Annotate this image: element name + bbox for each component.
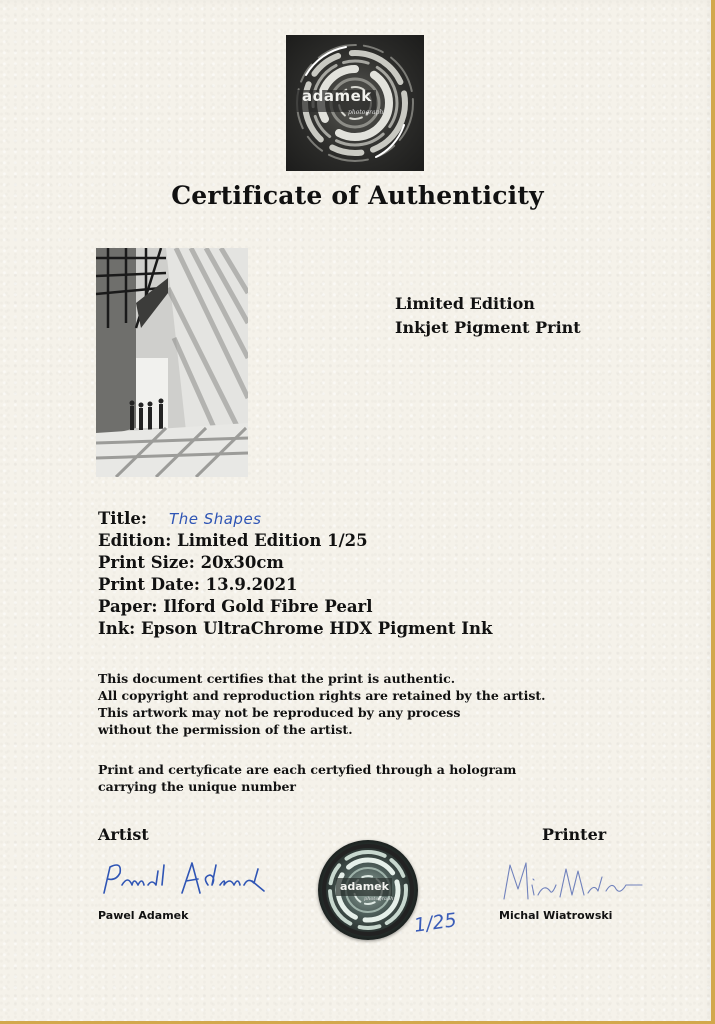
printer-signature	[500, 855, 645, 905]
brand-logo	[286, 35, 424, 171]
edition-type	[395, 292, 581, 340]
artist-heading: Artist	[98, 825, 149, 844]
logo-brand-text: adamek	[302, 87, 372, 105]
detail-print-size: Print Size: 20x30cm	[98, 553, 284, 572]
statement-line: All copyright and reproduction rights are retained by the artist.	[98, 688, 546, 703]
artwork-photo-image	[96, 248, 248, 477]
printer-heading: Printer	[542, 825, 607, 844]
statement-line: without the permission of the artist.	[98, 722, 353, 737]
logo-subtitle-text: photography	[348, 109, 387, 116]
hologram-subtitle-text: photography	[364, 896, 397, 902]
detail-title-value: The Shapes	[169, 510, 262, 528]
edition-type-line-2: Inkjet Pigment Print	[395, 318, 581, 337]
certificate-title: Certificate of Authenticity	[171, 181, 544, 210]
hologram-statement-line: Print and certyficate are each certyfied through a hologram	[98, 762, 517, 777]
detail-ink: Ink: Epson UltraChrome HDX Pigment Ink	[98, 619, 493, 638]
handwritten-edition-number: 1/25	[412, 909, 458, 937]
hologram-brand-text: adamek	[340, 880, 389, 893]
edition-type-line-1: Limited Edition	[395, 294, 535, 313]
detail-paper: Paper: Ilford Gold Fibre Pearl	[98, 597, 373, 616]
artist-signature	[98, 855, 273, 900]
detail-title-row	[98, 508, 492, 530]
hologram-statement	[98, 761, 516, 795]
detail-title-label: Title:	[98, 509, 148, 528]
print-details	[98, 508, 492, 640]
artist-name: Pawel Adamek	[98, 909, 189, 922]
detail-print-date: Print Date: 13.9.2021	[98, 575, 298, 594]
authenticity-statement	[98, 670, 546, 738]
artwork-photo	[96, 248, 248, 477]
statement-line: This artwork may not be reproduced by any process	[98, 705, 461, 720]
printer-name: Michal Wiatrowski	[499, 909, 613, 922]
detail-edition: Edition: Limited Edition 1/25	[98, 531, 368, 550]
gold-edge-right	[711, 0, 715, 1024]
hologram-seal	[318, 840, 418, 940]
statement-line: This document certifies that the print is authentic.	[98, 671, 456, 686]
hologram-statement-line: carrying the unique number	[98, 779, 296, 794]
